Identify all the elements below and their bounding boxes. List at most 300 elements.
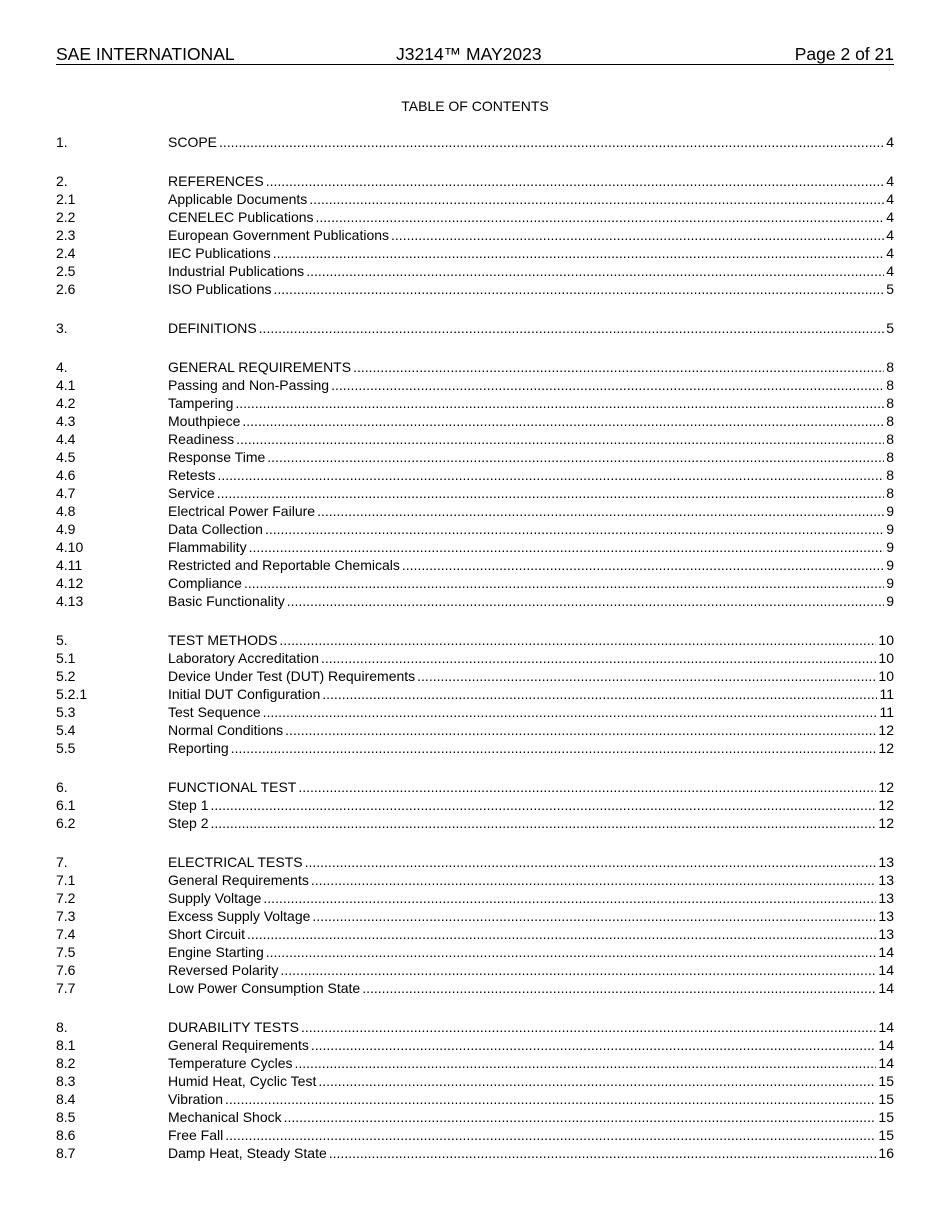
toc-entry-page: 4 <box>886 134 894 150</box>
toc-entry-title: TEST METHODS <box>168 632 278 648</box>
toc-entry[interactable] <box>56 1126 894 1144</box>
toc-entry-page: 4 <box>886 263 894 279</box>
toc-entry-page: 8 <box>886 467 894 483</box>
toc-entry-title: Compliance <box>168 575 242 591</box>
toc-entry-page: 9 <box>886 557 894 573</box>
dot-leader <box>266 943 877 961</box>
toc-entry-line <box>168 631 894 649</box>
toc-entry-page: 12 <box>878 722 894 738</box>
toc-entry-line <box>168 1072 894 1090</box>
toc-entry-title: DEFINITIONS <box>168 320 257 336</box>
toc-entry-line <box>168 592 894 610</box>
toc-entry-number: 2.3 <box>56 227 76 243</box>
dot-leader <box>298 778 876 796</box>
dot-leader <box>402 556 884 574</box>
toc-section <box>56 358 894 610</box>
toc-entry-number: 8.4 <box>56 1091 76 1107</box>
toc-entry-page: 4 <box>886 209 894 225</box>
toc-entry-title: Flammability <box>168 539 247 555</box>
toc-entry-number: 4.9 <box>56 521 76 537</box>
dot-leader <box>353 358 884 376</box>
toc-entry[interactable] <box>56 1054 894 1072</box>
toc-heading: TABLE OF CONTENTS <box>401 98 549 114</box>
toc-entry-number: 5.2 <box>56 668 76 684</box>
toc-entry-line <box>168 796 894 814</box>
toc-entry-number: 4.5 <box>56 449 76 465</box>
toc-section <box>56 133 894 151</box>
dot-leader <box>281 961 877 979</box>
dot-leader <box>274 280 885 298</box>
toc-entry-line <box>168 319 894 337</box>
toc-entry[interactable] <box>56 889 894 907</box>
toc-entry[interactable] <box>56 172 894 190</box>
toc-entry-title: Readiness <box>168 431 235 447</box>
toc-entry-number: 7.4 <box>56 926 76 942</box>
toc-entry[interactable] <box>56 448 894 466</box>
toc-entry-title: DURABILITY TESTS <box>168 1019 299 1035</box>
toc-entry-line <box>168 172 894 190</box>
toc-entry-number: 4.7 <box>56 485 76 501</box>
toc-entry[interactable] <box>56 979 894 997</box>
dot-leader <box>316 208 885 226</box>
toc-entry-title: Industrial Publications <box>168 263 305 279</box>
toc-entry[interactable] <box>56 1144 894 1162</box>
toc-entry[interactable] <box>56 925 894 943</box>
toc-entry[interactable] <box>56 649 894 667</box>
toc-entry-line <box>168 1126 894 1144</box>
toc-section <box>56 1018 894 1162</box>
toc-entry[interactable] <box>56 961 894 979</box>
dot-leader <box>259 319 885 337</box>
toc-entry[interactable] <box>56 667 894 685</box>
toc-entry-title: GENERAL REQUIREMENTS <box>168 359 352 375</box>
toc-entry-line <box>168 685 894 703</box>
dot-leader <box>322 685 877 703</box>
toc-entry-page: 8 <box>886 431 894 447</box>
toc-entry-title: Reversed Polarity <box>168 962 279 978</box>
toc-entry-title: General Requirements <box>168 872 309 888</box>
toc-entry-page: 4 <box>886 173 894 189</box>
toc-entry-title: European Government Publications <box>168 227 390 243</box>
toc-entry-line <box>168 853 894 871</box>
toc-entry-page: 15 <box>878 1109 894 1125</box>
toc-entry-number: 7.7 <box>56 980 76 996</box>
page-number: Page 2 of 21 <box>794 44 894 64</box>
toc-entry-number: 4.13 <box>56 593 84 609</box>
toc-entry-number: 3. <box>56 320 68 336</box>
toc-entry-line <box>168 961 894 979</box>
toc-entry-line <box>168 448 894 466</box>
toc-entry-line <box>168 574 894 592</box>
toc-entry-line <box>168 1054 894 1072</box>
toc-entry-line <box>168 1036 894 1054</box>
toc-entry[interactable] <box>56 190 894 208</box>
toc-entry-page: 8 <box>886 413 894 429</box>
toc-entry[interactable] <box>56 280 894 298</box>
toc-entry[interactable] <box>56 703 894 721</box>
toc-entry-title: Device Under Test (DUT) Requirements <box>168 668 416 684</box>
toc-entry-number: 5.5 <box>56 740 76 756</box>
toc-entry-page: 11 <box>879 704 894 720</box>
dot-leader <box>301 1018 876 1036</box>
toc-entry-title: Step 2 <box>168 815 209 831</box>
toc-entry-page: 12 <box>878 779 894 795</box>
toc-entry-number: 2.5 <box>56 263 76 279</box>
toc-entry-line <box>168 1144 894 1162</box>
toc-entry-title: Temperature Cycles <box>168 1055 293 1071</box>
toc-entry-line <box>168 1090 894 1108</box>
toc-entry-page: 14 <box>878 1019 894 1035</box>
toc-entry-number: 4.2 <box>56 395 76 411</box>
dot-leader <box>362 979 876 997</box>
toc-entry-number: 4. <box>56 359 68 375</box>
dot-leader <box>279 631 876 649</box>
toc-entry-number: 8.6 <box>56 1127 76 1143</box>
toc-entry-line <box>168 943 894 961</box>
toc-section <box>56 172 894 298</box>
document-id: J3214™ MAY2023 <box>396 44 542 64</box>
toc-section <box>56 853 894 997</box>
dot-leader <box>231 739 877 757</box>
dot-leader <box>321 649 876 667</box>
toc-entry-page: 10 <box>878 668 894 684</box>
toc-entry-line <box>168 190 894 208</box>
toc-entry-line <box>168 412 894 430</box>
toc-entry-page: 4 <box>886 245 894 261</box>
toc-entry-page: 13 <box>878 854 894 870</box>
toc-entry[interactable] <box>56 226 894 244</box>
toc-entry-title: Damp Heat, Steady State <box>168 1145 327 1161</box>
toc-entry-number: 6.2 <box>56 815 76 831</box>
toc-entry-number: 8.3 <box>56 1073 76 1089</box>
dot-leader <box>210 814 876 832</box>
toc-entry-title: Mouthpiece <box>168 413 241 429</box>
dot-leader <box>265 520 884 538</box>
toc-entry-title: Free Fall <box>168 1127 224 1143</box>
toc-entry[interactable] <box>56 943 894 961</box>
toc-entry-title: Passing and Non-Passing <box>168 377 330 393</box>
toc-entry-title: Reporting <box>168 740 229 756</box>
toc-entry[interactable] <box>56 358 894 376</box>
toc-entry-number: 7.3 <box>56 908 76 924</box>
toc-entry-number: 7.5 <box>56 944 76 960</box>
toc-entry-line <box>168 814 894 832</box>
toc-entry-page: 8 <box>886 449 894 465</box>
toc-entry-number: 5.4 <box>56 722 76 738</box>
toc-entry[interactable] <box>56 538 894 556</box>
toc-entry[interactable] <box>56 1090 894 1108</box>
toc-entry-page: 16 <box>878 1145 894 1161</box>
toc-entry-number: 4.3 <box>56 413 76 429</box>
toc-entry-title: FUNCTIONAL TEST <box>168 779 297 795</box>
toc-entry-page: 8 <box>886 395 894 411</box>
toc-entry-number: 6.1 <box>56 797 76 813</box>
toc-entry-number: 2.2 <box>56 209 76 225</box>
toc-section <box>56 778 894 832</box>
toc-entry-line <box>168 466 894 484</box>
toc-entry[interactable] <box>56 520 894 538</box>
toc-entry-number: 1. <box>56 134 68 150</box>
toc-entry-number: 8.2 <box>56 1055 76 1071</box>
dot-leader <box>219 133 884 151</box>
toc-entry-line <box>168 538 894 556</box>
toc-entry[interactable] <box>56 430 894 448</box>
toc-entry-line <box>168 376 894 394</box>
toc-entry-line <box>168 358 894 376</box>
toc-entry-title: Tampering <box>168 395 234 411</box>
toc-entry[interactable] <box>56 592 894 610</box>
toc-entry[interactable] <box>56 1018 894 1036</box>
toc-entry-page: 4 <box>886 191 894 207</box>
toc-entry-number: 5.1 <box>56 650 76 666</box>
toc-entry[interactable] <box>56 1108 894 1126</box>
dot-leader <box>244 574 884 592</box>
toc-entry-page: 12 <box>878 797 894 813</box>
toc-entry-number: 6. <box>56 779 68 795</box>
dot-leader <box>284 1108 877 1126</box>
toc-entry-title: Test Sequence <box>168 704 261 720</box>
toc-entry-line <box>168 1018 894 1036</box>
toc-entry[interactable] <box>56 631 894 649</box>
toc-entry[interactable] <box>56 484 894 502</box>
dot-leader <box>311 871 877 889</box>
toc-entry-title: Engine Starting <box>168 944 264 960</box>
toc-entry-line <box>168 244 894 262</box>
toc-entry-page: 9 <box>886 593 894 609</box>
toc-entry-page: 10 <box>878 632 894 648</box>
toc-entry-title: Response Time <box>168 449 266 465</box>
dot-leader <box>317 502 884 520</box>
dot-leader <box>318 1072 876 1090</box>
toc-entry-number: 2.1 <box>56 191 76 207</box>
toc-entry-number: 8. <box>56 1019 68 1035</box>
toc-entry-title: Supply Voltage <box>168 890 262 906</box>
toc-entry-line <box>168 889 894 907</box>
dot-leader <box>266 172 885 190</box>
toc-entry-page: 14 <box>878 1037 894 1053</box>
toc-entry-line <box>168 502 894 520</box>
dot-leader <box>267 448 884 466</box>
dot-leader <box>312 907 876 925</box>
toc-entry-number: 2. <box>56 173 68 189</box>
toc-entry[interactable] <box>56 502 894 520</box>
toc-entry-number: 4.10 <box>56 539 84 555</box>
toc-entry[interactable] <box>56 1072 894 1090</box>
toc-entry-page: 9 <box>886 575 894 591</box>
toc-entry-line <box>168 925 894 943</box>
toc-entry-title: Normal Conditions <box>168 722 284 738</box>
toc-entry-line <box>168 133 894 151</box>
toc-entry-number: 4.6 <box>56 467 76 483</box>
toc-entry-page: 15 <box>878 1073 894 1089</box>
toc-entry[interactable] <box>56 814 894 832</box>
toc-entry-line <box>168 226 894 244</box>
toc-entry[interactable] <box>56 244 894 262</box>
dot-leader <box>225 1090 876 1108</box>
toc-entry[interactable] <box>56 721 894 739</box>
toc-entry-page: 14 <box>878 944 894 960</box>
dot-leader <box>285 721 876 739</box>
toc-entry-page: 8 <box>886 359 894 375</box>
dot-leader <box>305 853 877 871</box>
toc-entry-line <box>168 520 894 538</box>
toc-entry-title: Laboratory Accreditation <box>168 650 319 666</box>
toc-entry-title: REFERENCES <box>168 173 264 189</box>
toc-entry-line <box>168 262 894 280</box>
toc-entry-line <box>168 907 894 925</box>
toc-entry[interactable] <box>56 778 894 796</box>
dot-leader <box>287 592 884 610</box>
toc-entry[interactable] <box>56 907 894 925</box>
dot-leader <box>295 1054 877 1072</box>
toc-entry-number: 2.6 <box>56 281 76 297</box>
toc-entry-number: 8.1 <box>56 1037 76 1053</box>
dot-leader <box>306 262 884 280</box>
toc-entry-line <box>168 208 894 226</box>
toc-entry-line <box>168 556 894 574</box>
toc-entry-page: 13 <box>878 890 894 906</box>
toc-entry-page: 9 <box>886 521 894 537</box>
toc-section <box>56 631 894 757</box>
toc-entry-line <box>168 430 894 448</box>
page-header <box>56 44 894 65</box>
toc-entry-number: 7. <box>56 854 68 870</box>
toc-entry-title: Restricted and Reportable Chemicals <box>168 557 400 573</box>
toc-entry-page: 13 <box>878 872 894 888</box>
dot-leader <box>225 1126 876 1144</box>
toc-entry-title: SCOPE <box>168 134 218 150</box>
toc-entry-title: Basic Functionality <box>168 593 285 609</box>
dot-leader <box>217 466 884 484</box>
dot-leader <box>210 796 876 814</box>
toc-entry[interactable] <box>56 739 894 757</box>
toc-entry-title: Step 1 <box>168 797 209 813</box>
toc-entry[interactable] <box>56 376 894 394</box>
toc-entry-number: 4.1 <box>56 377 76 393</box>
toc-entry-title: Short Circuit <box>168 926 246 942</box>
toc-entry[interactable] <box>56 208 894 226</box>
toc-entry-page: 9 <box>886 539 894 555</box>
toc-entry-number: 4.4 <box>56 431 76 447</box>
toc-entry-number: 5. <box>56 632 68 648</box>
toc-entry-number: 7.6 <box>56 962 76 978</box>
dot-leader <box>249 538 885 556</box>
toc-entry-line <box>168 484 894 502</box>
toc-entry-page: 8 <box>886 377 894 393</box>
toc-entry-number: 5.2.1 <box>56 686 88 702</box>
toc-entry-page: 14 <box>878 1055 894 1071</box>
toc-entry-title: Low Power Consumption State <box>168 980 361 996</box>
toc-entry-title: Humid Heat, Cyclic Test <box>168 1073 317 1089</box>
toc-entry-title: General Requirements <box>168 1037 309 1053</box>
dot-leader <box>311 1036 877 1054</box>
toc-entry-title: ELECTRICAL TESTS <box>168 854 303 870</box>
toc-entry[interactable] <box>56 319 894 337</box>
toc-entry-line <box>168 280 894 298</box>
toc-entry-title: Applicable Documents <box>168 191 308 207</box>
toc-entry[interactable] <box>56 685 894 703</box>
dot-leader <box>247 925 876 943</box>
toc-entry[interactable] <box>56 466 894 484</box>
dot-leader <box>236 430 884 448</box>
dot-leader <box>263 889 876 907</box>
toc-entry-page: 10 <box>878 650 894 666</box>
dot-leader <box>309 190 884 208</box>
toc-entry-title: Electrical Power Failure <box>168 503 316 519</box>
toc-entry-line <box>168 667 894 685</box>
toc-entry[interactable] <box>56 394 894 412</box>
dot-leader <box>217 484 885 502</box>
toc-entry-title: Retests <box>168 467 216 483</box>
toc-entry-number: 4.11 <box>56 557 83 573</box>
toc-entry[interactable] <box>56 133 894 151</box>
dot-leader <box>329 1144 877 1162</box>
toc-entry-page: 5 <box>886 281 894 297</box>
toc-entry[interactable] <box>56 574 894 592</box>
toc-entry-number: 4.8 <box>56 503 76 519</box>
dot-leader <box>331 376 884 394</box>
toc-entry-page: 12 <box>878 740 894 756</box>
toc-entry[interactable] <box>56 796 894 814</box>
toc-entry-page: 13 <box>878 926 894 942</box>
toc-entry[interactable] <box>56 853 894 871</box>
toc-entry-page: 14 <box>878 980 894 996</box>
toc-entry-line <box>168 703 894 721</box>
toc-entry-number: 8.5 <box>56 1109 76 1125</box>
toc-entry-page: 12 <box>878 815 894 831</box>
toc-entry-page: 13 <box>878 908 894 924</box>
toc-entry-number: 2.4 <box>56 245 76 261</box>
toc-entry-number: 7.2 <box>56 890 76 906</box>
toc-entry-title: Service <box>168 485 215 501</box>
toc-entry-title: Initial DUT Configuration <box>168 686 321 702</box>
toc-entry-page: 15 <box>878 1091 894 1107</box>
toc-entry[interactable] <box>56 1036 894 1054</box>
toc-entry-line <box>168 871 894 889</box>
toc-entry-line <box>168 1108 894 1126</box>
toc-entry-line <box>168 394 894 412</box>
toc-entry-page: 9 <box>886 503 894 519</box>
toc-entry-number: 5.3 <box>56 704 76 720</box>
toc-entry[interactable] <box>56 412 894 430</box>
toc-entry-line <box>168 778 894 796</box>
toc-entry-page: 11 <box>879 686 894 702</box>
toc-entry-line <box>168 979 894 997</box>
toc-entry[interactable] <box>56 556 894 574</box>
toc-entry-title: Vibration <box>168 1091 224 1107</box>
toc-entry-title: IEC Publications <box>168 245 271 261</box>
dot-leader <box>263 703 878 721</box>
dot-leader <box>235 394 884 412</box>
toc-section <box>56 319 894 337</box>
toc-entry-number: 4.12 <box>56 575 84 591</box>
toc-entry-page: 5 <box>886 320 894 336</box>
toc-entry-title: Excess Supply Voltage <box>168 908 311 924</box>
table-of-contents <box>56 133 894 1183</box>
toc-entry-page: 8 <box>886 485 894 501</box>
toc-entry-title: CENELEC Publications <box>168 209 314 225</box>
toc-entry-line <box>168 721 894 739</box>
toc-entry-page: 14 <box>878 962 894 978</box>
toc-entry[interactable] <box>56 871 894 889</box>
toc-entry-page: 4 <box>886 227 894 243</box>
dot-leader <box>417 667 876 685</box>
publisher-name: SAE INTERNATIONAL <box>56 44 235 64</box>
toc-entry[interactable] <box>56 262 894 280</box>
toc-entry-title: Data Collection <box>168 521 263 537</box>
toc-entry-page: 15 <box>878 1127 894 1143</box>
dot-leader <box>273 244 884 262</box>
